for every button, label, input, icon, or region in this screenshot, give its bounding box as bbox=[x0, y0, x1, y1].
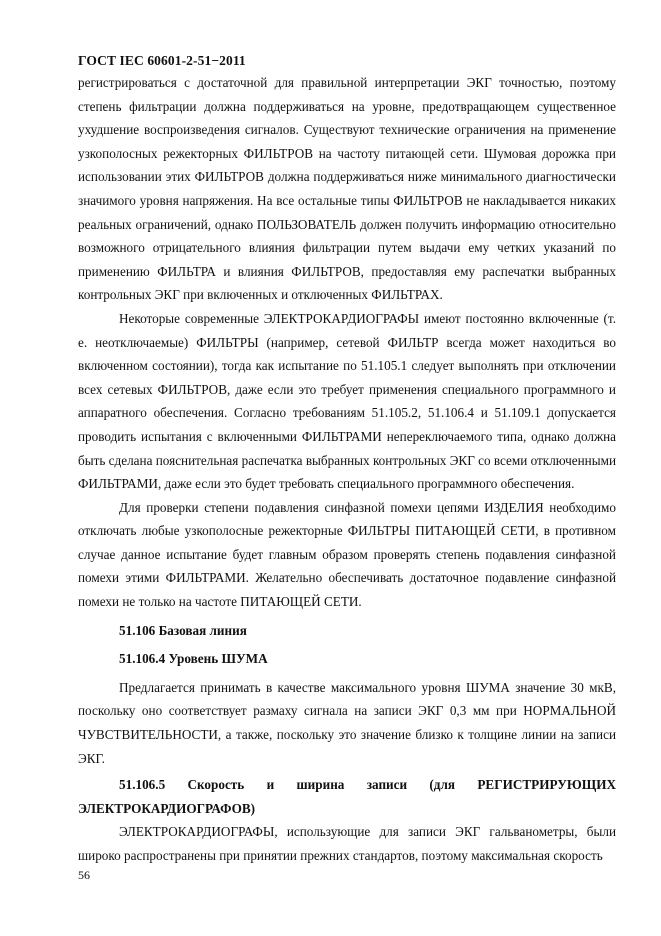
document-body bbox=[78, 71, 616, 868]
paragraph-noise-level: Предлагается принимать в качестве максимального уровня ШУМА значение 30 мкВ, поскольку оно соответствует размаху сигнала на записи ЭКГ 0,3 мм при НОРМАЛЬНОЙ ЧУВСТВИТЕЛЬНОСТИ, а также, поскольку это значение близко к толщине линии на записи ЭКГ. bbox=[78, 679, 616, 766]
paragraph-common-mode-rejection: Для проверки степени подавления синфазной помехи цепями ИЗДЕЛИЯ необходимо отключать любые узкополосные режекторные ФИЛЬТРЫ ПИТАЮЩЕЙ СЕТИ, в противном случае данное испытание будет главным образом проверять степень подавления синфазной помехи этими ФИЛЬТРАМИ. Желательно обеспечивать достаточное подавление синфазной помехи не только на частоте ПИТАЮЩЕЙ СЕТИ. bbox=[78, 499, 616, 610]
section-heading-noise-level: 51.106.4 Уровень ШУМА bbox=[119, 651, 268, 667]
page-number: 56 bbox=[78, 868, 90, 882]
section-heading-baseline: 51.106 Базовая линия bbox=[119, 622, 247, 638]
paragraph-galvanometers: ЭЛЕКТРОКАРДИОГРАФЫ, использующие для записи ЭКГ гальванометры, были широко распространены при принятии прежних стандартов, поэтому максимальная скорость bbox=[78, 824, 616, 863]
section-heading-speed-width: 51.106.5 Скорость и ширина записи (для РЕГИСТРИРУЮЩИХ ЭЛЕКТРОКАРДИОГРАФОВ) bbox=[78, 777, 616, 816]
paragraph-continuation: регистрироваться с достаточной для правильной интерпретации ЭКГ точностью, поэтому степень фильтрации должна поддерживаться на уровне, предотвращающем существенное ухудшение воспроизведения сигналов. Существуют технические ограничения на применение узкополосных режекторных ФИЛЬТРОВ на частоту питающей сети. Шумовая дорожка при использовании этих ФИЛЬТРОВ должна поддерживаться ниже минимального диагностически значимого уровня напряжения. На все остальные типы ФИЛЬТРОВ не накладывается никаких реальных ограничений, однако ПОЛЬЗОВАТЕЛЬ должен получить информацию относительно возможного отрицательного влияния фильтрации путем выдачи ему четких указаний по применению ФИЛЬТРА и влияния ФИЛЬТРОВ, предоставляя ему распечатки выбранных контрольных ЭКГ при включенных и отключенных ФИЛЬТРАХ. bbox=[78, 75, 616, 303]
paragraph-nonswitchable-filters: Некоторые современные ЭЛЕКТРОКАРДИОГРАФЫ имеют постоянно включенные (т. е. неотключаемые) ФИЛЬТРЫ (например, сетевой ФИЛЬТР всегда может находиться во включенном состоянии), тогда как испытание по 51.105.1 следует выполнять при отключении всех сетевых ФИЛЬТРОВ, даже если это требует применения специального программного и аппаратного обеспечения. Согласно требованиям 51.105.2, 51.106.4 и 51.109.1 допускается проводить испытания с включенными ФИЛЬТРАМИ непереключаемого типа, однако должна быть сделана пояснительная распечатка выбранных контрольных ЭКГ со всеми отключенными ФИЛЬТРАМИ, даже если это будет требовать специального программного обеспечения. bbox=[78, 310, 616, 492]
document-header: ГОСТ IEC 60601-2-51−2011 bbox=[78, 53, 246, 68]
